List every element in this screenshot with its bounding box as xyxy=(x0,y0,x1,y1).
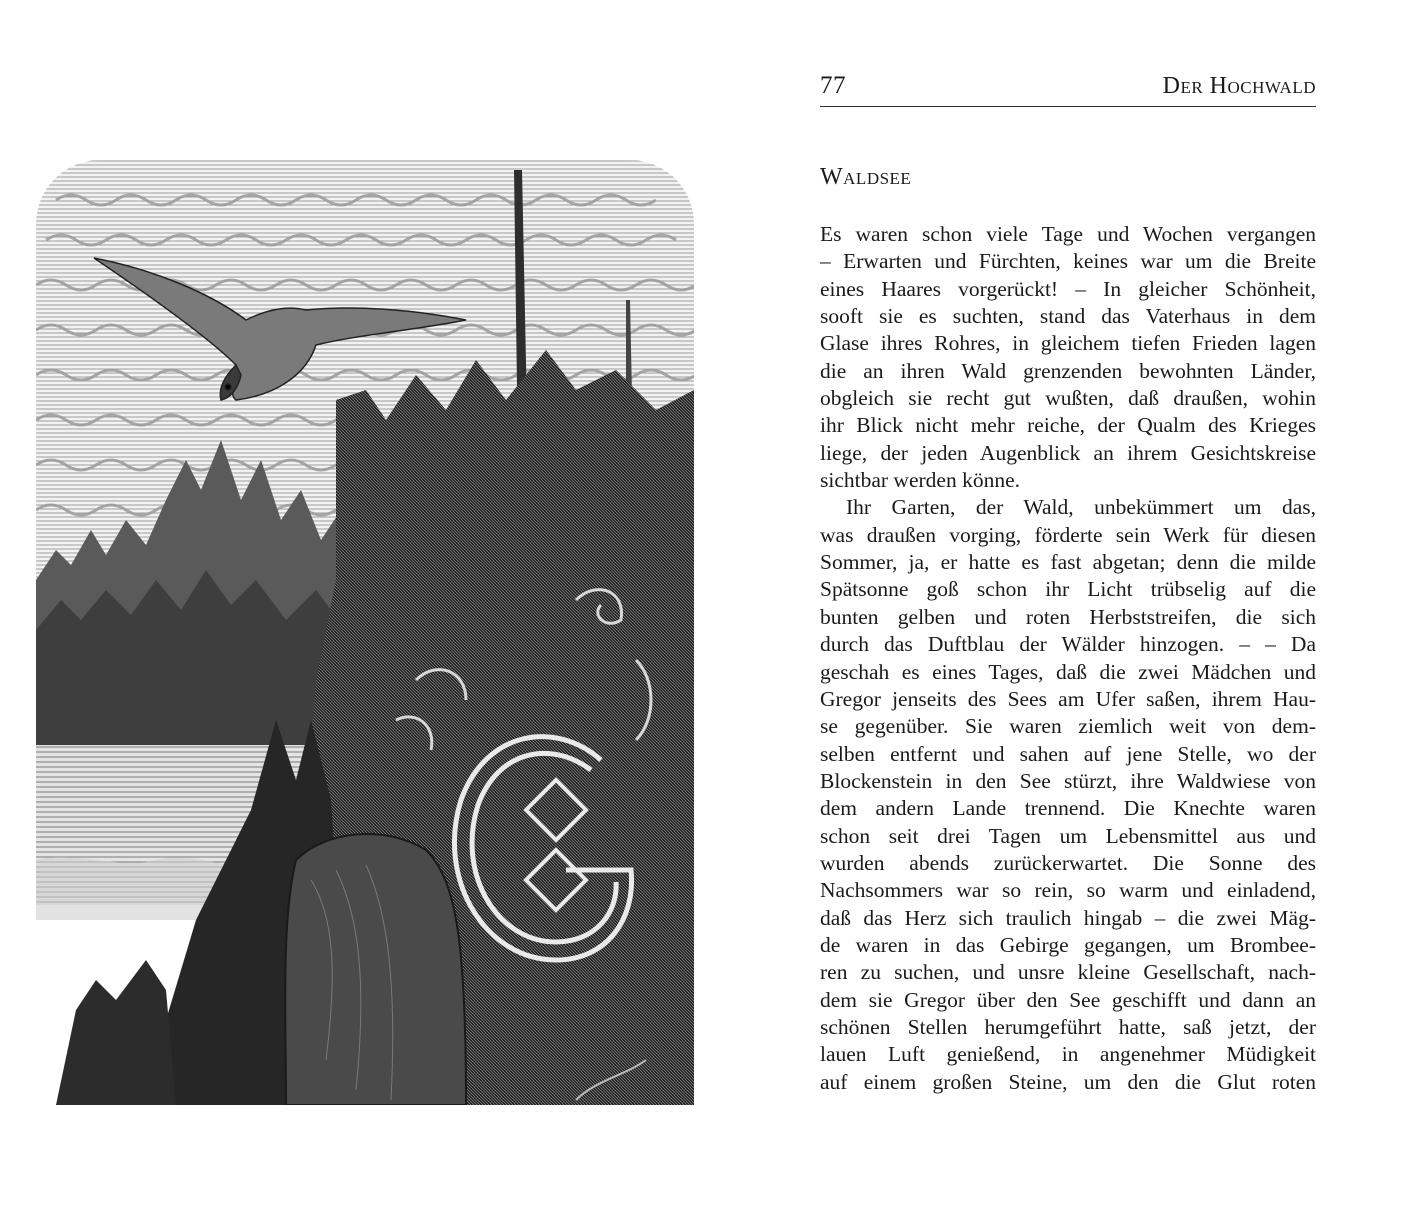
text-line: schon seit drei Tagen um Lebensmittel aus und xyxy=(820,823,1316,848)
text-line: – Erwarten und Fürchten, keines war um die Breite xyxy=(820,249,1316,274)
text-line: sooft sie es suchten, stand das Vaterhaus in dem xyxy=(820,304,1316,329)
text-line: Blockenstein in den See stürzt, ihre Waldwiese von xyxy=(820,768,1316,793)
text-line: sichtbar werden könne. xyxy=(820,468,1020,493)
text-line: Gregor jenseits des Sees am Ufer saßen, ihrem Hau- xyxy=(820,686,1316,711)
text-line: lauen Luft genießend, in angenehmer Müdigkeit xyxy=(820,1042,1316,1067)
text-line: Spätsonne goß schon ihr Licht trübselig auf die xyxy=(820,577,1316,602)
text-line: ren zu suchen, und unsre kleine Gesellschaft, nach- xyxy=(820,960,1316,985)
text-line: daß das Herz sich traulich hingab – die zwei Mäg- xyxy=(820,905,1316,930)
text-line: dem andern Lande trennend. Die Knechte waren xyxy=(820,796,1316,821)
text-line: was draußen vorging, förderte sein Werk für diesen xyxy=(820,522,1316,547)
text-line: liege, der jeden Augenblick an ihrem Gesichtskreise xyxy=(820,440,1316,465)
text-line: de waren in das Gebirge gegangen, um Brombee- xyxy=(820,932,1316,957)
rock-stump xyxy=(285,834,466,1105)
text-line: Sommer, ja, er hatte es fast abgetan; denn die milde xyxy=(820,550,1316,575)
text-line: Es waren schon viele Tage und Wochen vergangen xyxy=(820,222,1316,246)
text-line: ihr Blick nicht mehr reiche, der Qualm des Krieges xyxy=(820,413,1316,438)
text-line: Ihr Garten, der Wald, unbekümmert um das, xyxy=(846,495,1316,520)
running-head xyxy=(820,68,1316,107)
text-line: bunten gelben und roten Herbststreifen, die sich xyxy=(820,604,1316,629)
text-line: Glase ihres Rohres, in gleichem tiefen Frieden lagen xyxy=(820,331,1316,356)
text-line: obgleich sie recht gut wußten, daß draußen, wohin xyxy=(820,386,1316,411)
text-line: geschah es eines Tages, daß die zwei Mädchen und xyxy=(820,659,1316,684)
text-line: Nachsommers war so rein, so warm und einladend, xyxy=(820,878,1316,903)
page-number: 77 xyxy=(820,72,846,99)
text-line: auf einem großen Steine, um den die Glut roten xyxy=(820,1069,1316,1094)
text-line: dem sie Gregor über den See geschifft und dann an xyxy=(820,987,1316,1012)
book-title: Der Hochwald xyxy=(1162,73,1316,99)
text-line: schönen Stellen herumgeführt hatte, saß jetzt, der xyxy=(820,1014,1316,1039)
body-text xyxy=(820,221,1316,1096)
engraving-illustration xyxy=(36,160,694,1105)
text-line: selben entfernt und sahen auf jene Stelle, wo der xyxy=(820,741,1316,766)
chapter-title: Waldsee xyxy=(820,164,912,190)
text-line: durch das Duftblau der Wälder hinzogen. – – Da xyxy=(820,632,1316,657)
text-line: wurden abends zurückerwartet. Die Sonne des xyxy=(820,850,1316,875)
text-line: die an ihren Wald grenzenden bewohnten Länder, xyxy=(820,358,1316,383)
text-line: eines Haares vorgerückt! – In gleicher Schönheit, xyxy=(820,276,1316,301)
text-line: se gegenüber. Sie waren ziemlich weit von dem- xyxy=(820,714,1316,739)
